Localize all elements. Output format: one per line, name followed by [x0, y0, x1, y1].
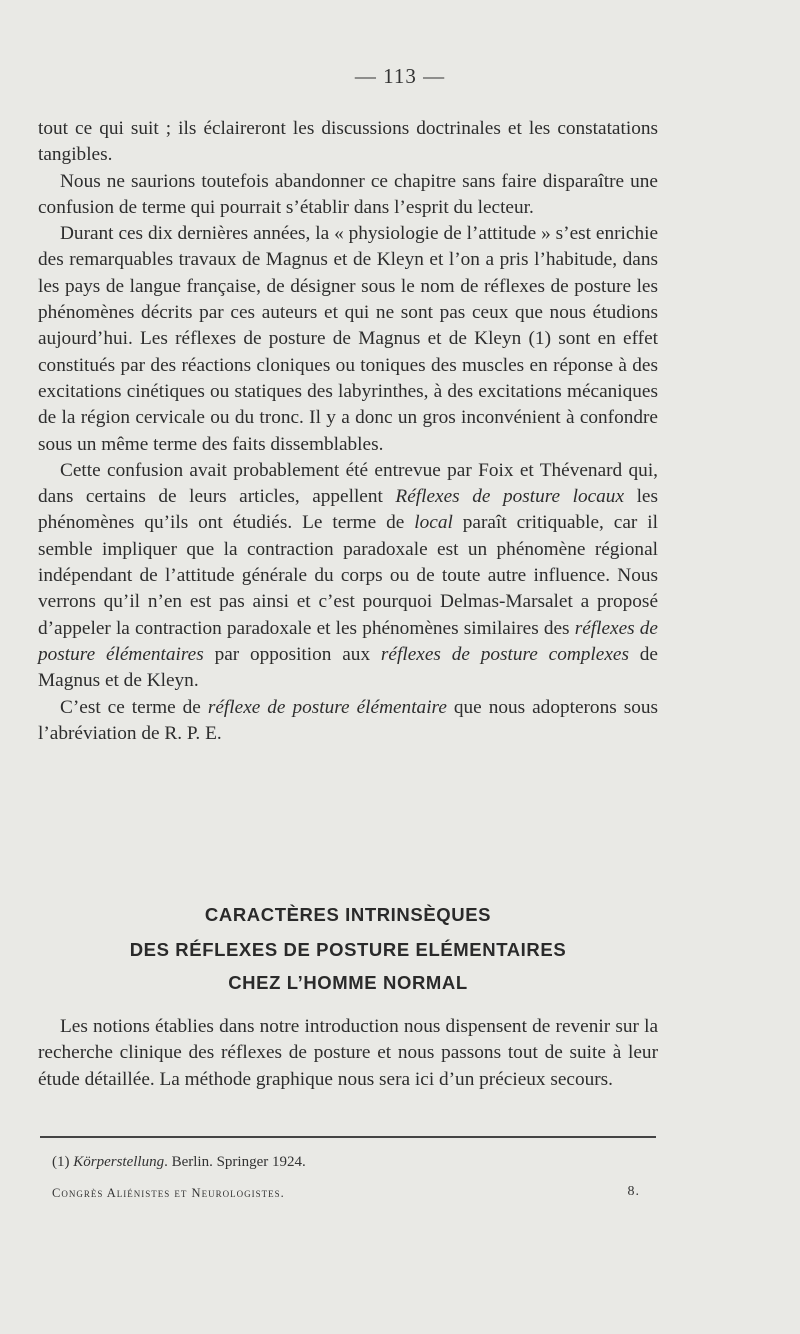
section-heading-line-2: DES RÉFLEXES DE POSTURE ELÉMENTAIRES: [129, 939, 567, 960]
signature-number: 8.: [627, 1184, 640, 1199]
footnote-marker: (1): [52, 1154, 70, 1170]
footnote-rest: . Berlin. Springer 1924.: [164, 1154, 306, 1170]
italic-term: réflexe de posture élémentaire: [207, 696, 447, 718]
paragraph: Nous ne saurions toutefois abandonner ce chapitre sans faire disparaître une confusion de terme qui pourrait s’établir dans l’esprit du lecteur.: [38, 170, 658, 218]
footnote-title: Körperstellung: [73, 1154, 165, 1170]
signature-text: Congrès Aliénistes et Neurologistes.: [52, 1186, 285, 1200]
footnote-divider: [40, 1136, 656, 1138]
section-heading-line-1: CARACTÈRES INTRINSÈQUES: [204, 904, 492, 925]
paragraph: Les notions établies dans notre introduction nous dispensent de revenir sur la recherche clinique des réflexes de posture et nous passons tout de suite à leur étude détaillée. La méthode graphique nous sera ici d’un précieux secours.: [38, 1016, 658, 1090]
section-intro: [38, 1014, 658, 1093]
signature-line: [52, 1186, 640, 1201]
italic-term: réflexes de posture élémentaires: [38, 617, 658, 665]
page-number: — 113 —: [354, 64, 446, 88]
section-heading-line-3: CHEZ L’HOMME NORMAL: [228, 972, 468, 993]
paragraph: Durant ces dix dernières années, la « physiologie de l’attitude » s’est enrichie des remarquables travaux de Magnus et de Kleyn et l’on a pris l’habitude, dans les pays de langue française, de désigner sous le nom de réflexes de posture les phénomènes décrits par ces auteurs et qui ne sont pas ceux que nous étudions aujourd’hui. Les réflexes de posture de Magnus et de Kleyn (1) sont en effet constitués par des réactions cloniques ou toniques des muscles en réponse à des excitations cinétiques ou statiques des labyrinthes, à des excitations mécaniques de la région cervicale ou du tronc. Il y a donc un gros inconvénient à confondre sous un même terme des faits dissemblables.: [38, 223, 658, 455]
paragraph: C’est ce terme de réflexe de posture élémentaire que nous adopterons sous l’abréviation de R. P. E.: [38, 696, 658, 744]
paragraph: Cette confusion avait probablement été entrevue par Foix et Thévenard qui, dans certains de leurs articles, appellent Réflexes de posture locaux les phénomènes qu’ils ont étudiés. Le terme de local paraît critiquable, car il semble impliquer que la contraction paradoxale est un phénomène régional indépendant de l’attitude générale du corps ou de toute autre influence. Nous verrons qu’il n’en est pas ainsi et c’est pourquoi Delmas-Marsalet a proposé d’appeler la contraction paradoxale et les phénomènes similaires des réflexes de posture élémentaires par opposition aux réflexes de posture complexes de Magnus et de Kleyn.: [38, 459, 658, 692]
body-text: [38, 116, 658, 747]
italic-term: local: [414, 512, 453, 534]
footnote: [52, 1154, 306, 1171]
paragraph: tout ce qui suit ; ils éclaireront les discussions doctrinales et les constatations tangibles.: [38, 118, 658, 166]
italic-term: réflexes de posture complexes: [380, 643, 629, 665]
italic-term: Réflexes de posture locaux: [395, 486, 625, 508]
